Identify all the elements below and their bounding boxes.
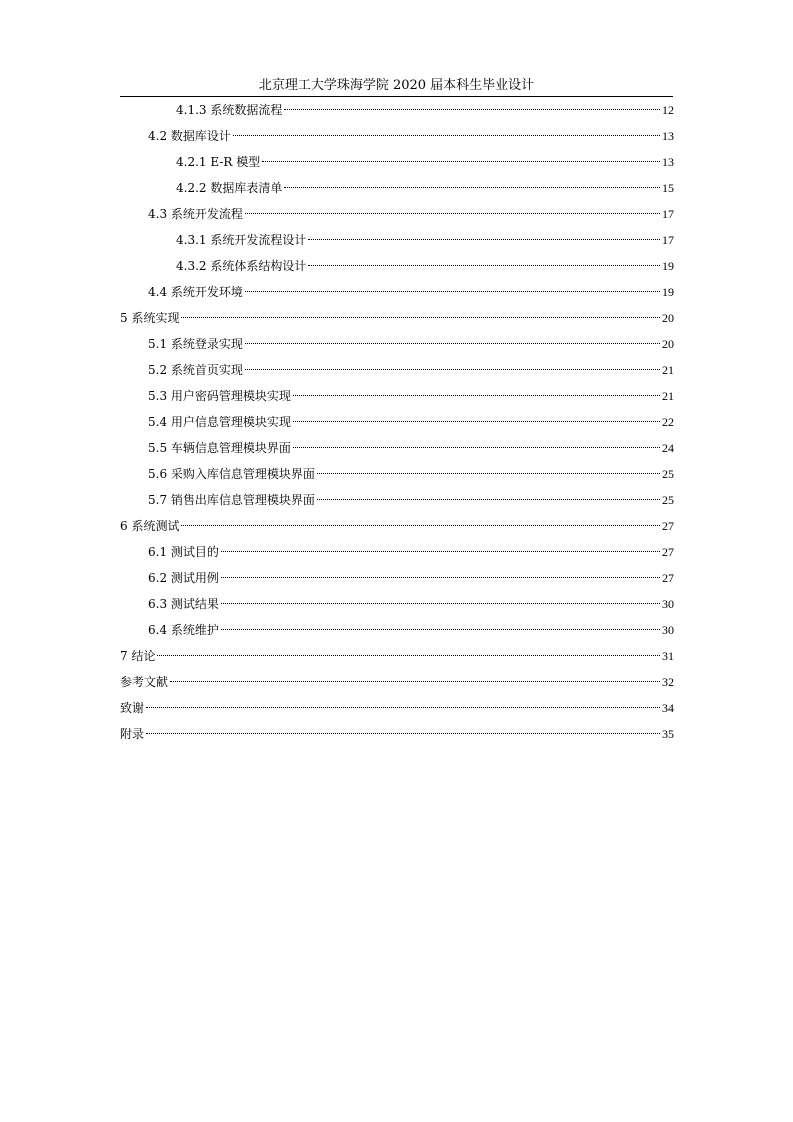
toc-entry[interactable]: [120, 357, 674, 383]
toc-entry[interactable]: [120, 617, 674, 643]
toc-entry[interactable]: [120, 383, 674, 409]
toc-entry-page-number: 27: [662, 545, 674, 559]
toc-dot-leader: [317, 499, 660, 500]
toc-entry-page-number: 17: [662, 233, 674, 247]
toc-entry-page-number: 35: [662, 727, 674, 741]
toc-entry-page-number: 25: [662, 493, 674, 507]
toc-dot-leader: [170, 681, 660, 682]
toc-entry[interactable]: [120, 331, 674, 357]
toc-entry[interactable]: [120, 435, 674, 461]
toc-entry-page-number: 17: [662, 207, 674, 221]
toc-entry[interactable]: [120, 97, 674, 123]
toc-entry-title: 6.1 测试目的: [148, 545, 219, 559]
toc-entry[interactable]: [120, 227, 674, 253]
toc-entry-title: 6.2 测试用例: [148, 571, 219, 585]
toc-entry-title: 4.4 系统开发环境: [148, 285, 243, 299]
toc-dot-leader: [293, 447, 660, 448]
toc-dot-leader: [221, 629, 660, 630]
toc-entry[interactable]: [120, 487, 674, 513]
toc-dot-leader: [284, 109, 660, 110]
toc-entry-page-number: 21: [662, 363, 674, 377]
toc-entry[interactable]: [120, 253, 674, 279]
toc-entry-page-number: 32: [662, 675, 674, 689]
toc-entry-title: 5.2 系统首页实现: [148, 363, 243, 377]
toc-dot-leader: [181, 525, 660, 526]
page-header-title: 北京理工大学珠海学院 2020 届本科生毕业设计: [258, 78, 535, 93]
toc-entry-page-number: 21: [662, 389, 674, 403]
toc-entry-page-number: 30: [662, 623, 674, 637]
toc-entry-title: 5.4 用户信息管理模块实现: [148, 415, 291, 429]
toc-dot-leader: [308, 265, 660, 266]
toc-entry-title: 4.3.1 系统开发流程设计: [176, 233, 307, 247]
table-of-contents: [120, 97, 674, 747]
toc-entry-title: 5.7 销售出库信息管理模块界面: [148, 493, 315, 507]
toc-entry-title: 6.4 系统维护: [148, 623, 219, 637]
toc-entry-page-number: 22: [662, 415, 674, 429]
toc-dot-leader: [293, 395, 660, 396]
toc-entry-title: 5.3 用户密码管理模块实现: [148, 389, 291, 403]
toc-entry[interactable]: [120, 539, 674, 565]
toc-entry-title: 4.1.3 系统数据流程: [176, 103, 283, 117]
toc-entry-title: 7 结论: [120, 649, 156, 663]
toc-entry[interactable]: [120, 565, 674, 591]
toc-entry-title: 4.2.2 数据库表清单: [176, 181, 283, 195]
toc-entry-page-number: 27: [662, 519, 674, 533]
toc-entry-title: 4.2 数据库设计: [148, 129, 231, 143]
toc-entry-page-number: 12: [662, 103, 674, 117]
toc-dot-leader: [157, 655, 660, 656]
toc-entry-page-number: 30: [662, 597, 674, 611]
toc-dot-leader: [284, 187, 660, 188]
toc-entry[interactable]: [120, 123, 674, 149]
toc-entry-page-number: 25: [662, 467, 674, 481]
toc-entry[interactable]: [120, 721, 674, 747]
toc-dot-leader: [245, 291, 660, 292]
toc-entry[interactable]: [120, 643, 674, 669]
toc-entry[interactable]: [120, 279, 674, 305]
toc-entry-page-number: 31: [662, 649, 674, 663]
toc-entry[interactable]: [120, 201, 674, 227]
toc-dot-leader: [245, 343, 660, 344]
toc-entry[interactable]: [120, 513, 674, 539]
toc-entry-page-number: 19: [662, 259, 674, 273]
toc-entry-page-number: 27: [662, 571, 674, 585]
toc-dot-leader: [181, 317, 660, 318]
toc-dot-leader: [293, 421, 660, 422]
toc-dot-leader: [146, 733, 660, 734]
toc-dot-leader: [221, 577, 660, 578]
toc-entry[interactable]: [120, 305, 674, 331]
toc-entry-page-number: 19: [662, 285, 674, 299]
toc-entry-page-number: 24: [662, 441, 674, 455]
toc-entry[interactable]: [120, 669, 674, 695]
toc-entry-title: 5.1 系统登录实现: [148, 337, 243, 351]
toc-entry-title: 6.3 测试结果: [148, 597, 219, 611]
toc-dot-leader: [245, 369, 660, 370]
toc-entry-title: 6 系统测试: [120, 519, 180, 533]
toc-entry-title: 致谢: [120, 701, 145, 715]
toc-dot-leader: [308, 239, 660, 240]
toc-dot-leader: [262, 161, 660, 162]
toc-entry-page-number: 13: [662, 129, 674, 143]
toc-entry[interactable]: [120, 461, 674, 487]
toc-entry-title: 5 系统实现: [120, 311, 180, 325]
toc-entry-page-number: 20: [662, 311, 674, 325]
toc-entry[interactable]: [120, 175, 674, 201]
toc-dot-leader: [233, 135, 660, 136]
toc-dot-leader: [146, 707, 660, 708]
toc-dot-leader: [221, 551, 660, 552]
toc-entry-title: 4.2.1 E-R 模型: [176, 155, 261, 169]
toc-dot-leader: [245, 213, 660, 214]
toc-entry-title: 参考文献: [120, 675, 169, 689]
toc-entry-title: 附录: [120, 727, 145, 741]
toc-entry-page-number: 20: [662, 337, 674, 351]
toc-entry-title: 5.5 车辆信息管理模块界面: [148, 441, 291, 455]
toc-dot-leader: [317, 473, 660, 474]
toc-entry-page-number: 13: [662, 155, 674, 169]
toc-entry-page-number: 15: [662, 181, 674, 195]
toc-entry-title: 4.3 系统开发流程: [148, 207, 243, 221]
toc-entry[interactable]: [120, 695, 674, 721]
toc-entry[interactable]: [120, 149, 674, 175]
toc-entry-title: 4.3.2 系统体系结构设计: [176, 259, 307, 273]
toc-entry-title: 5.6 采购入库信息管理模块界面: [148, 467, 315, 481]
toc-entry[interactable]: [120, 591, 674, 617]
toc-dot-leader: [221, 603, 660, 604]
toc-entry-page-number: 34: [662, 701, 674, 715]
toc-entry[interactable]: [120, 409, 674, 435]
